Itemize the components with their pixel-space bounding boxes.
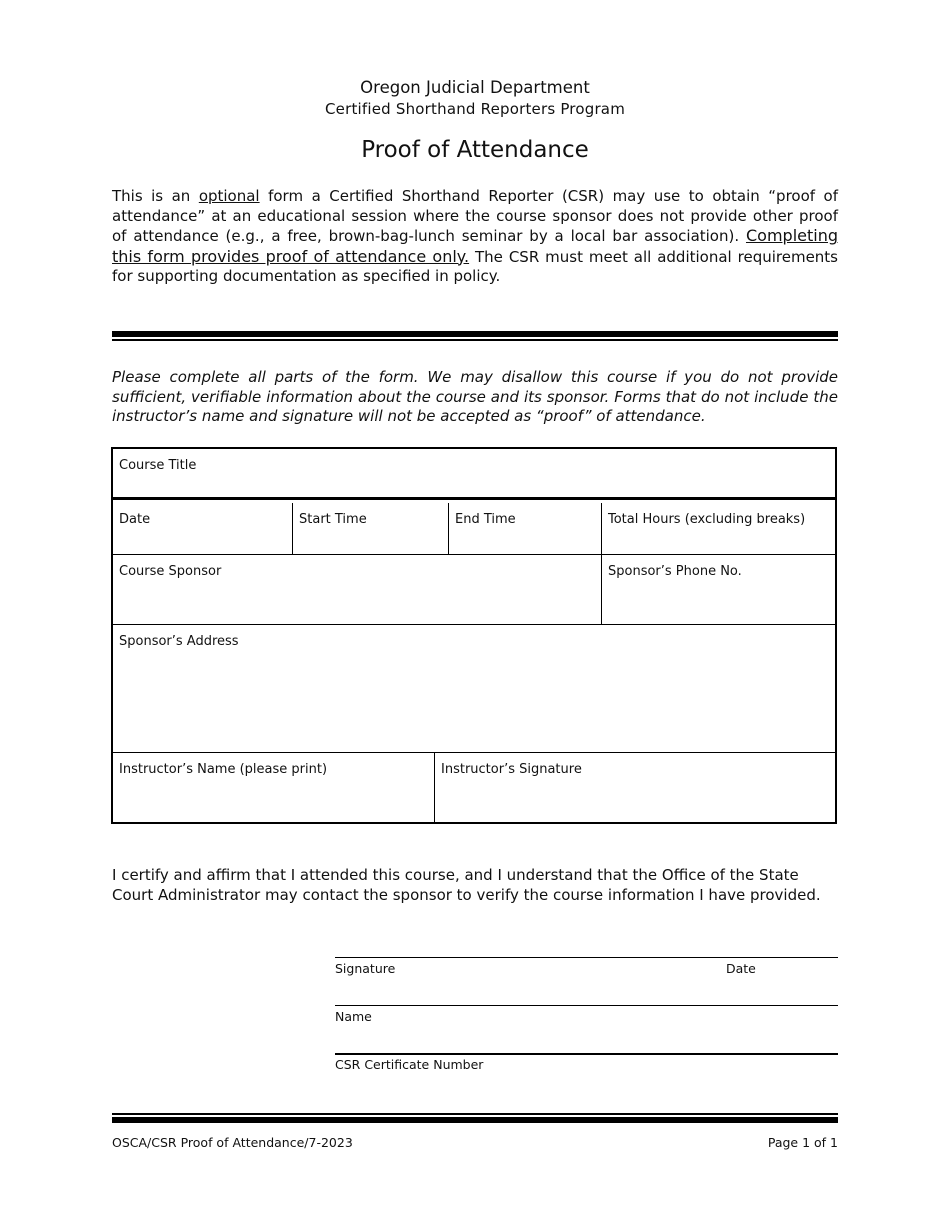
department-name: Oregon Judicial Department — [360, 78, 590, 97]
footer-divider-thin — [112, 1113, 838, 1115]
total-hours-field[interactable] — [602, 503, 835, 555]
date-field[interactable] — [113, 503, 293, 555]
optional-word: optional — [198, 187, 260, 205]
sponsor-phone-label: Sponsor’s Phone No. — [608, 564, 742, 579]
course-title-label: Course Title — [119, 458, 197, 473]
end-time-label: End Time — [455, 512, 516, 527]
page-number: Page 1 of 1 — [767, 1135, 838, 1150]
instructor-name-field[interactable] — [113, 753, 435, 822]
footer-divider-thick — [112, 1117, 838, 1123]
program-name: Certified Shorthand Reporters Program — [324, 100, 626, 118]
course-sponsor-field[interactable] — [113, 555, 602, 625]
csr-number-line[interactable] — [335, 1053, 838, 1055]
certification-statement: I certify and affirm that I attended this course, and I understand that the Office of the State Court Administrator may contact the sponsor to verify the course information I have provided. — [112, 866, 821, 904]
divider-thin — [112, 339, 838, 341]
instructor-signature-field[interactable] — [435, 753, 835, 822]
course-form — [111, 447, 837, 824]
page-title: Proof of Attendance — [361, 137, 589, 163]
start-time-field[interactable] — [293, 503, 449, 555]
signature-line[interactable] — [335, 957, 838, 958]
date-label: Date — [119, 512, 151, 527]
date-sign-label: Date — [726, 961, 756, 976]
emphasis-text: Completing this form provides proof of attendance only. — [112, 226, 838, 266]
divider-thick — [112, 331, 838, 337]
intro-paragraph: This is an optional form a Certified Shorthand Reporter (CSR) may use to obtain “proof of attendance” at an educational session where the course sponsor does not provide other proof of attendance (e.g., a free, brown-bag-lunch seminar by a local bar association). Completing this form provides proof of attendance only. The CSR must meet all additional requirements for supporting documentation as specified in policy. — [112, 187, 838, 285]
course-sponsor-label: Course Sponsor — [119, 564, 222, 579]
total-hours-label: Total Hours (excluding breaks) — [608, 512, 806, 527]
sponsor-address-label: Sponsor’s Address — [119, 634, 239, 649]
course-title-field[interactable] — [113, 449, 835, 500]
form-id: OSCA/CSR Proof of Attendance/7-2023 — [112, 1135, 353, 1150]
name-label: Name — [335, 1009, 372, 1024]
start-time-label: Start Time — [299, 512, 367, 527]
instructor-name-label: Instructor’s Name (please print) — [119, 762, 328, 777]
signature-label: Signature — [335, 961, 396, 976]
instructor-signature-label: Instructor’s Signature — [441, 762, 582, 777]
sponsor-address-field[interactable] — [113, 625, 835, 753]
end-time-field[interactable] — [449, 503, 602, 555]
instructions-paragraph: Please complete all parts of the form. We may disallow this course if you do not provide sufficient, verifiable information about the course and its sponsor. Forms that do not include the instructor’s name and signature will not be accepted as “proof” of attendance. — [112, 368, 838, 425]
name-line[interactable] — [335, 1005, 838, 1006]
sponsor-phone-field[interactable] — [602, 555, 835, 625]
csr-number-label: CSR Certificate Number — [335, 1057, 484, 1072]
